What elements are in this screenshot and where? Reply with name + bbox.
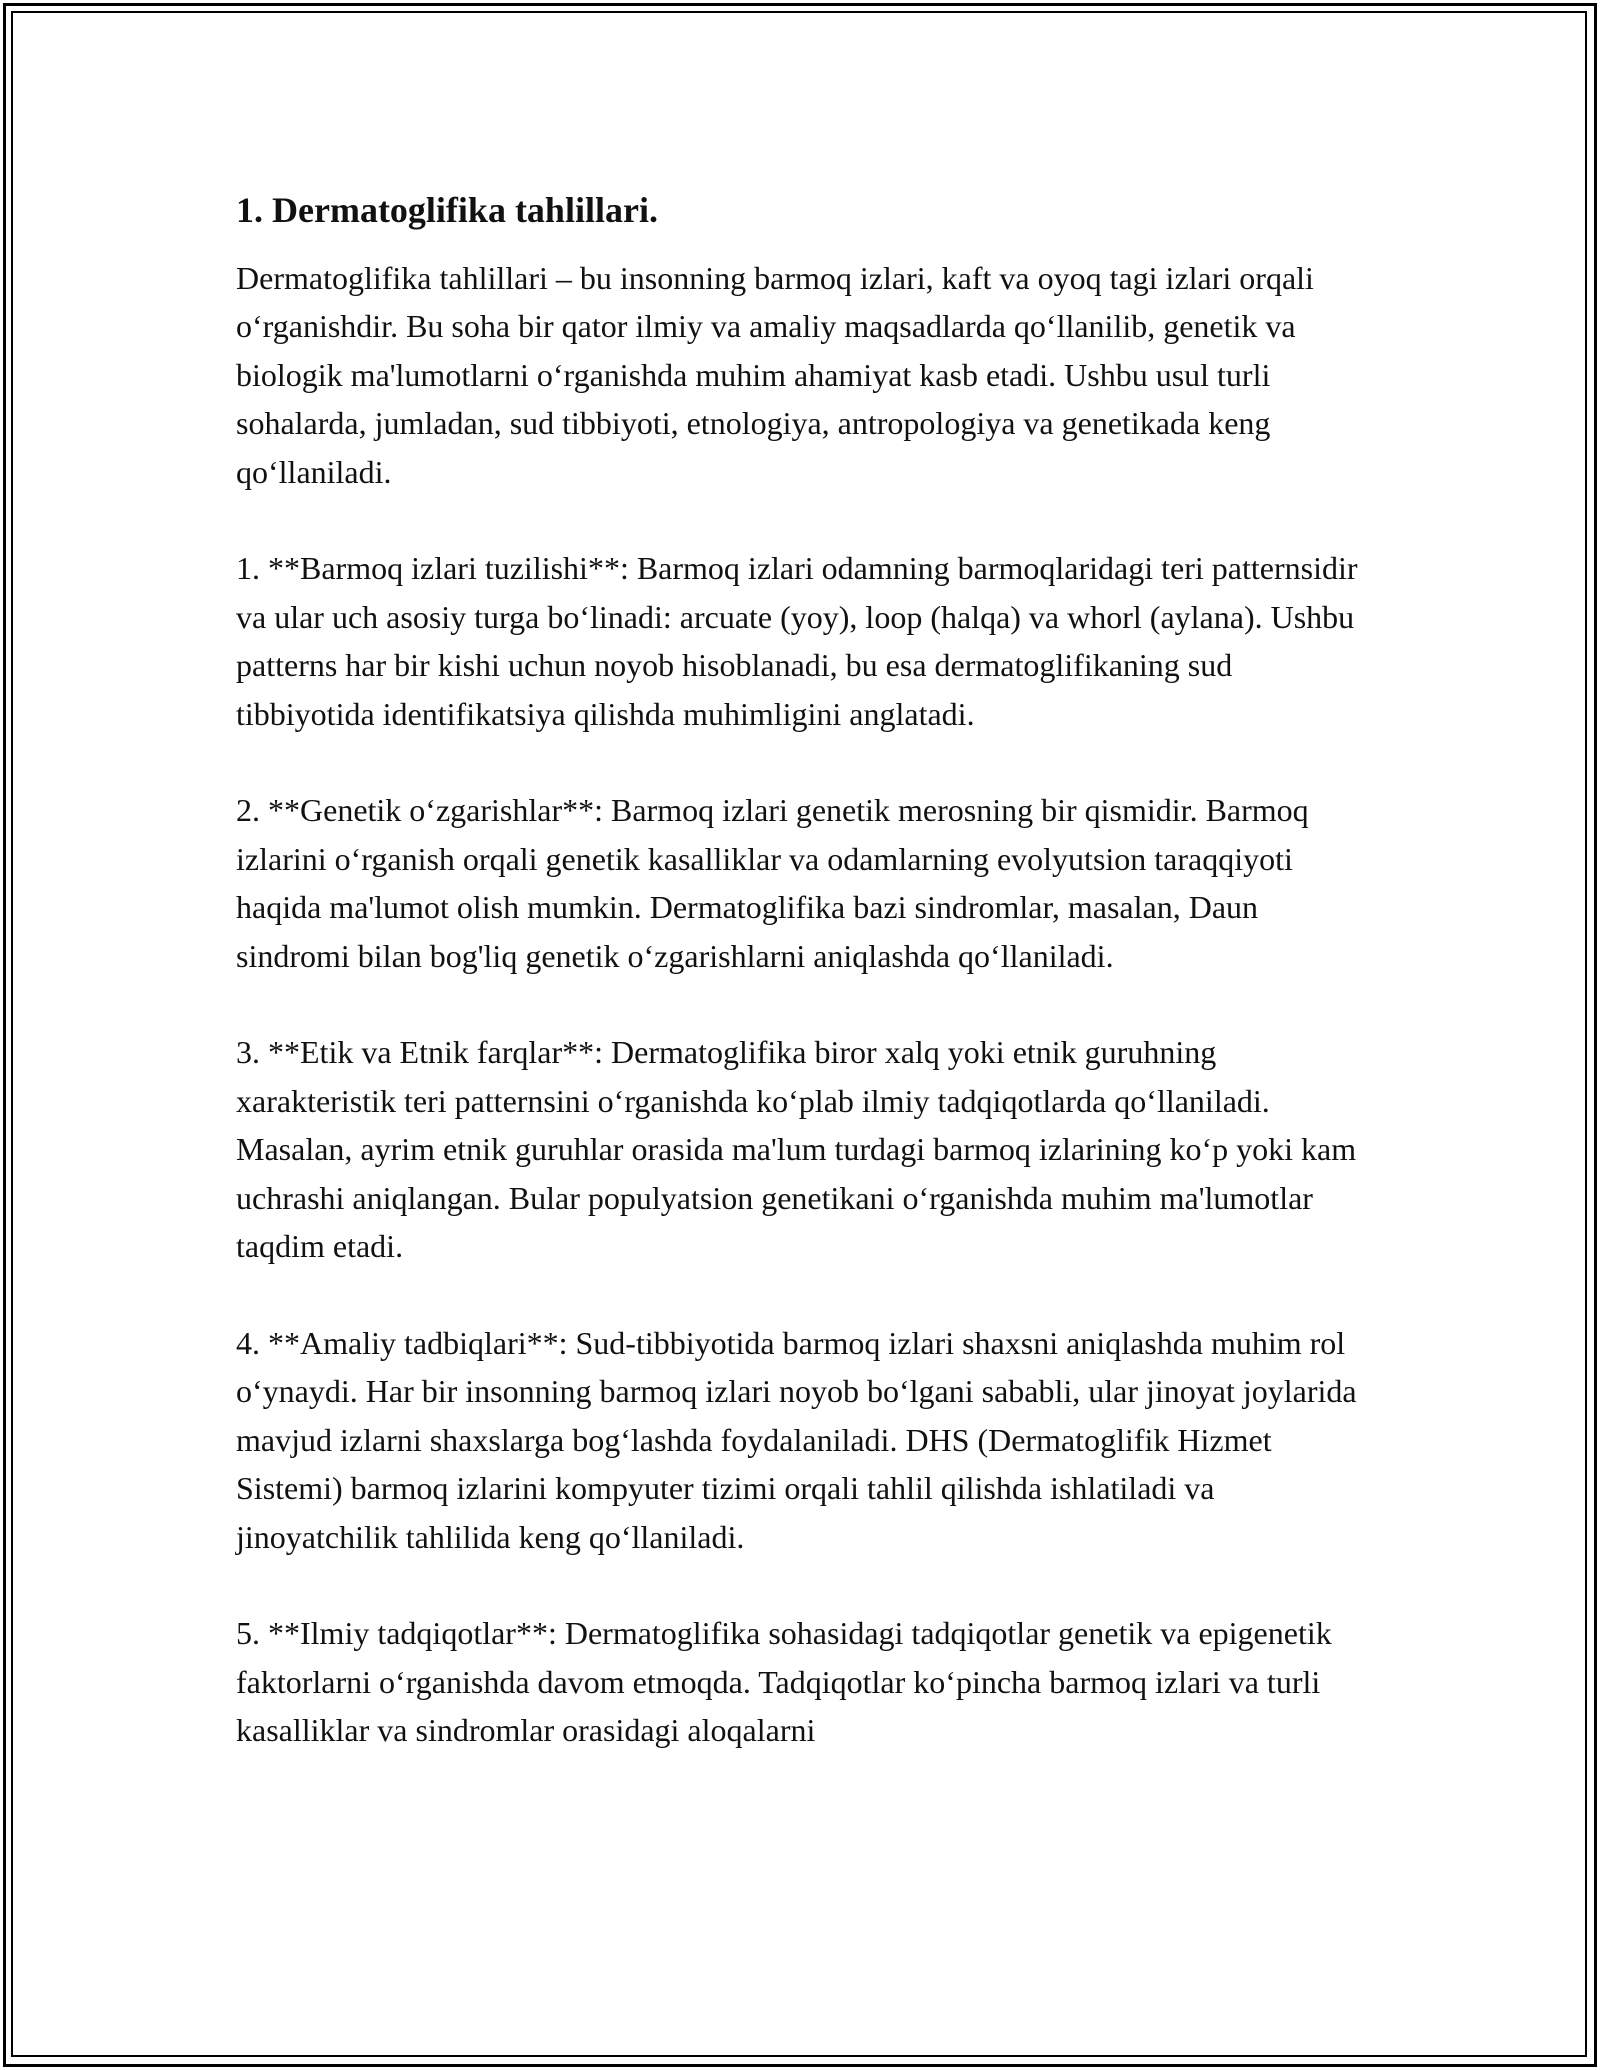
intro-paragraph: Dermatoglifika tahlillari – bu insonning barmoq izlari, kaft va oyoq tagi izlari orqali oʻrganishdir. Bu soha bir qator ilmiy va amaliy maqsadlarda qoʻllanilib, genetik va biologik ma'lumotlarni oʻrganishda muhim ahamiyat kasb etadi. Ushbu usul turli sohalarda, jumladan, sud tibbiyoti, etnologiya, antropologiya va genetikada keng qoʻllaniladi. bbox=[236, 260, 1314, 490]
document-body bbox=[236, 186, 1376, 1755]
paragraph-fingerprint-structure: 1. **Barmoq izlari tuzilishi**: Barmoq izlari odamning barmoqlaridagi teri patternsidir va ular uch asosiy turga boʻlinadi: arcuate (yoy), loop (halqa) va whorl (aylana). Ushbu patterns har bir kishi uchun noyob hisoblanadi, bu esa dermatoglifikaning sud tibbiyotida identifikatsiya qilishda muhimligini anglatadi. bbox=[236, 550, 1358, 732]
document-title: 1. Dermatoglifika tahlillari. bbox=[236, 190, 658, 230]
paragraph-scientific-research: 5. **Ilmiy tadqiqotlar**: Dermatoglifika sohasidagi tadqiqotlar genetik va epigenetik faktorlarni oʻrganishda davom etmoqda. Tadqiqotlar koʻpincha barmoq izlari va turli kasalliklar va sindromlar orasidagi aloqalarni bbox=[236, 1615, 1332, 1749]
paragraph-ethnic-differences: 3. **Etik va Etnik farqlar**: Dermatoglifika biror xalq yoki etnik guruhning xarakteristik teri patternsini oʻrganishda koʻplab ilmiy tadqiqotlarda qoʻllaniladi. Masalan, ayrim etnik guruhlar orasida ma'lum turdagi barmoq izlarining koʻp yoki kam uchrashi aniqlangan. Bular populyatsion genetikani oʻrganishda muhim ma'lumotlar taqdim etadi. bbox=[236, 1034, 1357, 1265]
paragraph-genetic-changes: 2. **Genetik oʻzgarishlar**: Barmoq izlari genetik merosning bir qismidir. Barmoq izlarini oʻrganish orqali genetik kasalliklar va odamlarning evolyutsion taraqqiyoti haqida ma'lumot olish mumkin. Dermatoglifika bazi sindromlar, masalan, Daun sindromi bilan bog'liq genetik oʻzgarishlarni aniqlashda qoʻllaniladi. bbox=[236, 792, 1309, 974]
paragraph-practical-applications: 4. **Amaliy tadbiqlari**: Sud-tibbiyotida barmoq izlari shaxsni aniqlashda muhim rol oʻynaydi. Har bir insonning barmoq izlari noyob boʻlgani sababli, ular jinoyat joylarida mavjud izlarni shaxslarga bogʻlashda foydalaniladi. DHS (Dermatoglifik Hizmet Sistemi) barmoq izlarini kompyuter tizimi orqali tahlil qilishda ishlatiladi va jinoyatchilik tahlilida keng qoʻllaniladi. bbox=[236, 1324, 1357, 1555]
